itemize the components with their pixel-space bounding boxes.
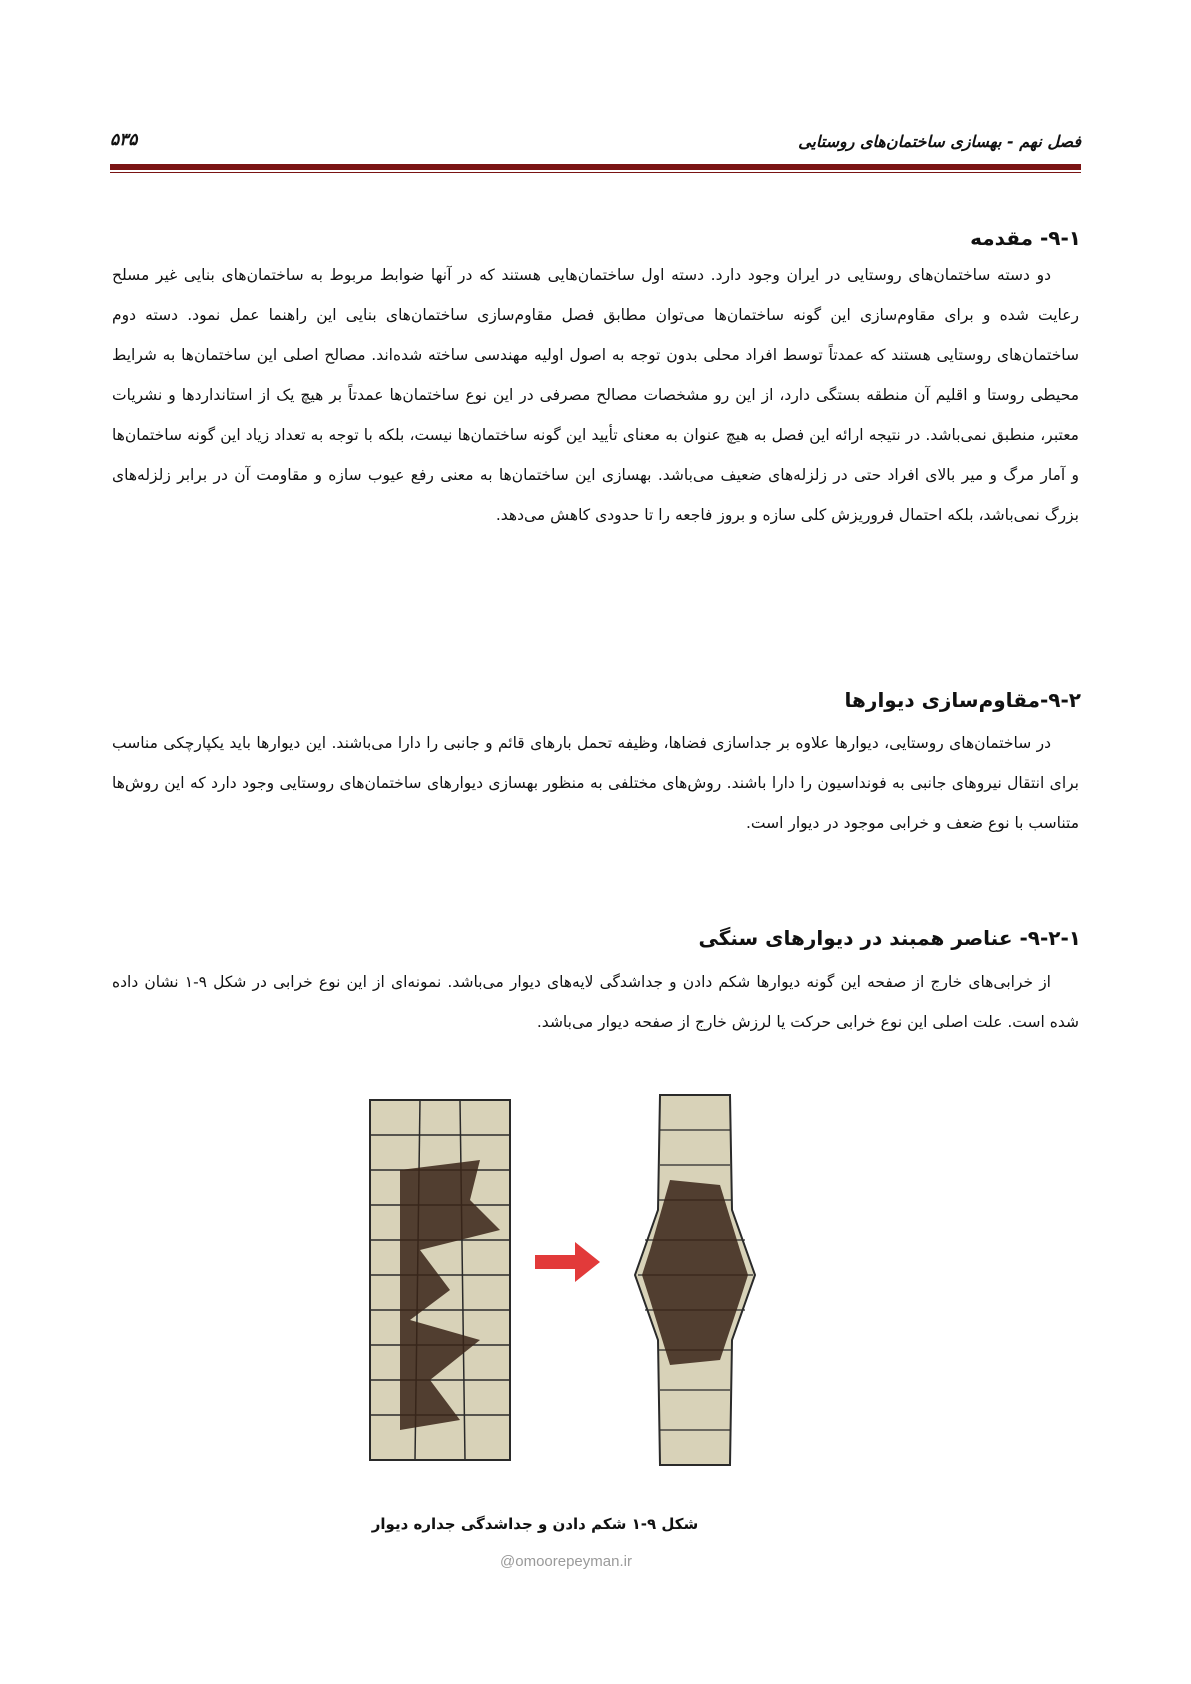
header-rule-thin bbox=[110, 172, 1081, 173]
section-paragraph-walls: در ساختمان‌های روستایی، دیوارها علاوه بر جداسازی فضاها، وظیفه تحمل بارهای قائم و جانبی را دارا می‌باشند. این دیوارها باید یکپارچکی مناسب برای انتقال نیروهای جانبی به فونداسیون را دارا باشند. روش‌های مختلفی به منظور بهسازی دیوارهای ساختمان‌های روستایی وجود دارد که این روش‌ها متناسب با نوع ضعف و خرابی موجود در دیوار است. bbox=[112, 734, 1079, 832]
section-paragraph-stone-walls: از خرابی‌های خارج از صفحه این گونه دیوارها شکم دادن و جداشدگی لایه‌های دیوار می‌باشد. نمونه‌ای از این نوع خرابی در شکل ۹-۱ نشان داده شده است. علت اصلی این نوع خرابی حرکت یا لرزش خارج از صفحه دیوار می‌باشد. bbox=[112, 973, 1079, 1031]
section-heading-intro: ۹-۱- مقدمه bbox=[970, 226, 1081, 250]
right-wall-drawing bbox=[635, 1095, 755, 1465]
section-paragraph-intro: دو دسته ساختمان‌های روستایی در ایران وجود دارد. دسته اول ساختمان‌هایی هستند که در آنها ضوابط مربوط به ساختمان‌های بنایی غیر مسلح رعایت شده و برای مقاوم‌سازی این گونه ساختمان‌ها می‌توان مطابق فصل مقاوم‌سازی ساختمان‌های بنایی این راهنما عمل نمود. دسته دوم ساختمان‌های روستایی هستند که عمدتاً توسط افراد محلی بدون توجه به اصول اولیه مهندسی ساخته شده‌اند. مصالح اصلی این ساختمان‌ها به شرایط محیطی روستا و اقلیم آن منطقه بستگی دارد، از این رو مشخصات مصالح مصرفی در این نوع ساختمان‌ها عمدتاً بر هیچ یک از استانداردها و نشریات معتبر، منطبق نمی‌باشد. در نتیجه ارائه این فصل به هیچ عنوان به معنای تأیید این گونه ساختمان‌ها نیست، بلکه با توجه به تعداد زیاد این گونه ساختمان‌ها و آمار مرگ و میر بالای افراد حتی در زلزله‌های ضعیف می‌باشد. بهسازی این ساختمان‌ها به معنی رفع عیوب سازه و مقاومت آن در برابر زلزله‌های بزرگ نمی‌باشد، بلکه احتمال فروریزش کلی سازه و بروز فاجعه را تا حدودی کاهش می‌دهد. bbox=[112, 266, 1079, 524]
section-heading-walls: ۹-۲-مقاوم‌سازی دیوارها bbox=[844, 688, 1081, 712]
wall-bulging-figure bbox=[360, 1090, 830, 1470]
watermark: @omoorepeyman.ir bbox=[500, 1553, 632, 1570]
page-number: ۵۳۵ bbox=[110, 130, 138, 150]
figure-caption: شکل ۹-۱ شکم دادن و جداشدگی جداره دیوار bbox=[371, 1515, 699, 1533]
right-arrow-icon bbox=[535, 1242, 600, 1282]
chapter-title: فصل نهم - بهسازی ساختمان‌های روستایی bbox=[798, 132, 1081, 151]
running-header bbox=[110, 128, 1081, 158]
header-rule bbox=[110, 164, 1081, 170]
section-heading-stone-walls: ۹-۲-۱- عناصر همبند در دیوارهای سنگی bbox=[698, 926, 1081, 950]
left-wall-drawing bbox=[370, 1100, 510, 1460]
